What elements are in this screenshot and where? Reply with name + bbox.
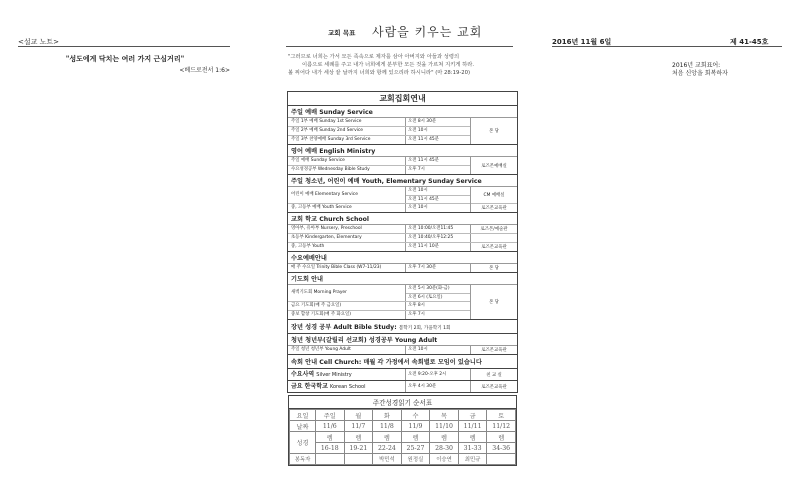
schedule-section-cell-church [288,355,517,369]
chapter-cell: 31-33 [458,443,487,454]
day-cell: 수 [401,410,430,421]
date-cell: 11/11 [458,421,487,432]
service-name: 주일 1부 예배 Sunday 1st Service [288,118,406,126]
service-place: 로즈몬/예술관 [480,227,508,232]
schedule-row [288,157,470,166]
service-time: 오후 7시 30분 [406,264,471,272]
section-heading [288,369,406,380]
section-heading-text: 장년 성경 공부 Adult Bible Study: [291,324,397,331]
service-time: 오전 10시 [408,205,428,210]
service-place: 로즈몬교육관 [481,384,507,390]
section-heading-text: 금요 한국학교 [291,383,328,390]
schedule-row [288,311,470,319]
service-time: 오후 7시 [408,167,425,172]
schedule-row [288,187,470,204]
date-cell: 11/6 [316,421,345,432]
schedule-row [288,136,470,144]
schedule-row [288,204,470,212]
reader-cell: 원정실 [401,454,430,465]
service-time: 오전 6시 (토요일) [408,294,443,300]
chapter-cell: 28-30 [430,443,459,454]
section-heading: 주일 청소년, 어린이 예배 Youth, Elementary Sunday Service [288,175,517,187]
date-cell: 11/7 [344,421,373,432]
service-time: 오전 10시 [406,187,470,196]
table-row [290,421,516,432]
church-slogan: 사람을 키우는 교회 [372,25,483,39]
service-place: 로즈몬교육관 [481,245,507,250]
service-time: 오전 10시 [408,128,428,133]
schedule-row [288,118,470,127]
service-place: 로즈몬예배실 [470,157,517,174]
church-goal-label: 교회 목표 [328,29,356,37]
service-name: 초등부 Kindergarten, Elementary [288,234,406,242]
service-time: 오전 10시 [406,346,471,354]
schedule-section-sunday [288,106,517,145]
service-place: 본 당 [489,266,499,271]
service-time: 오전 11시 45분 [408,196,439,202]
reader-cell [487,454,516,465]
section-heading: 영어 예배 English Ministry [288,145,517,157]
motto-year: 2016년 교회표어: [672,62,721,69]
section-heading: 속회 안내 Cell Church: 매월 각 가정에서 속회별로 모임이 있습니다 [291,359,482,366]
service-name: 새벽기도회 Morning Prayer [288,285,406,301]
date-cell: 11/12 [487,421,516,432]
schedule-section-adult-bible [288,320,517,334]
scripture-verse [288,53,528,77]
reader-cell: 박민석 [373,454,402,465]
schedule-section-english [288,145,517,175]
service-time: 오전 5시 30분(화-금) [406,285,470,294]
row-label: 요일 [290,410,316,421]
service-name: 어린이 예배 Elementary Service [288,187,406,203]
chapter-cell: 22-24 [373,443,402,454]
service-time: 오후 7시 [408,312,425,317]
service-name: 주일 3부 찬양예배 Sunday 3rd Service [288,136,406,144]
middle-header-rule [286,46,513,47]
service-time: 오전 10:00/오전11:45 [406,225,471,233]
book-cell: 렘 [487,432,516,443]
left-header-rule [18,46,230,47]
row-label: 날짜 [290,421,316,432]
motto-text: 처음 신앙을 회복하자 [672,70,728,77]
row-label: 봉독자 [290,454,316,465]
service-place: 친 교 실 [486,372,502,378]
service-place: 로즈몬교육관 [481,348,507,353]
reader-cell [344,454,373,465]
schedule-section-wednesday [288,252,517,273]
service-place: 로즈몬교육관 [481,206,507,211]
reader-cell: 최민규 [458,454,487,465]
reader-cell [316,454,345,465]
section-heading: 청년 청년부(갈릴리 선교회) 성경공부 Young Adult [288,334,517,346]
schedule-section-prayer [288,273,517,320]
schedule-row [288,166,470,174]
schedule-row [288,127,470,136]
service-place: 본 당 [470,118,517,144]
service-time: 오전 11시 10분 [406,243,471,251]
schedule-title: 교회집회연내 [288,92,517,106]
service-place: 본 당 [470,285,517,319]
book-cell: 렘 [373,432,402,443]
verse-line: 이름으로 세례를 주고 내가 너희에게 분부한 모든 것을 가르쳐 지키게 하라. [302,62,475,68]
table-row [290,443,516,454]
table-row [290,432,516,443]
service-name: 매 주 수요일 Trinity Bible Class (W7-11/23) [288,264,406,272]
service-name: 중보 합창 기도회(매 주 화요일) [288,311,406,319]
section-heading: 기도회 안내 [288,273,517,285]
section-heading [288,381,406,392]
day-cell: 목 [430,410,459,421]
row-label: 성경 [290,432,316,454]
service-name: 중, 고등부 Youth [288,243,406,251]
day-cell: 주일 [316,410,345,421]
table-row [290,454,516,465]
schedule-row [288,225,517,234]
service-time: 오전 9:20-오후 2시 [406,369,471,380]
service-place: CM 예배실 [471,187,517,204]
service-name: 영아부, 유아부 Nursery, Preschool [288,225,406,233]
schedule-section-church-school [288,213,517,252]
service-time: 오전 10:40/오후12:25 [406,234,471,242]
day-cell: 화 [373,410,402,421]
section-heading-extra: 봄학기 2회, 가을학기 1회 [398,326,451,331]
book-cell: 렘 [430,432,459,443]
sermon-reference: <베드로전서 1:6> [179,67,230,74]
right-header-rule [552,46,782,47]
day-cell: 월 [344,410,373,421]
date-cell: 11/8 [373,421,402,432]
verse-line: 볼 찌어다 내가 세상 끝 날까지 너희와 항께 있으리라 하시니라" (마 28:19-20) [288,70,471,76]
date-cell: 11/10 [430,421,459,432]
service-time: 오전 11시 45분 [408,158,439,163]
day-cell: 금 [458,410,487,421]
service-name: 수요성경공부 Wednesday Bible Study [288,166,406,174]
date-cell: 11/9 [401,421,430,432]
sermon-note-tag: <설교 노트> [18,38,60,46]
church-motto [672,62,728,78]
service-time: 오후 8시 [408,303,425,308]
service-place [471,234,517,242]
service-time: 오전 8시 30분 [408,119,437,124]
schedule-row [288,243,517,251]
service-name: 금요 기도회(매 주 금요일) [288,302,406,310]
verse-line: "그러므로 너희는 가서 모든 족속으로 제자를 삼아 아버지와 아들과 성령의 [288,54,460,60]
schedule-row [288,302,470,311]
schedule-section-youth [288,175,517,213]
book-cell: 렘 [316,432,345,443]
section-heading: 교회 학교 Church School [288,213,517,225]
schedule-row [288,264,517,272]
service-name: 중, 고등부 예배 Youth Service [288,204,406,212]
reading-table [289,409,516,465]
reading-title: 주간성경읽기 순서표 [289,396,516,409]
section-heading: 주일 예배 Sunday Service [288,106,517,118]
schedule-section-korean-school [288,381,517,392]
service-name: 주일 2부 예배 Sunday 2nd Service [288,127,406,135]
day-cell: 토 [487,410,516,421]
bulletin-date: 2016년 11월 6일 [552,38,612,46]
book-cell: 렘 [401,432,430,443]
section-heading-text: 수요사역 [291,371,315,378]
service-time: 오전 11시 45분 [408,137,439,142]
service-name: 주일 예배 Sunday Service [288,157,406,165]
section-heading: 수요예배안내 [288,252,517,264]
section-heading-extra: Silver Ministry [316,372,352,378]
book-cell: 렘 [344,432,373,443]
chapter-cell: 19-21 [344,443,373,454]
section-heading-extra: Korean School [329,384,366,390]
schedule-section-silver-ministry [288,369,517,381]
service-time: 오후 4시 30분 [406,381,471,392]
reader-cell: 이승연 [430,454,459,465]
chapter-cell: 16-18 [316,443,345,454]
schedule-row [288,285,470,302]
church-schedule [287,91,518,393]
schedule-row [288,346,517,354]
sermon-title: "성도에게 닥치는 여러 가지 근심거리" [65,54,185,63]
service-name: 주일 청년 청년부 Young Adult [288,346,406,354]
chapter-cell: 34-36 [487,443,516,454]
bulletin-issue: 제 41-45호 [730,38,769,46]
section-heading [288,320,517,333]
schedule-row [288,234,517,243]
table-row [290,410,516,421]
schedule-section-young-adult [288,334,517,355]
weekly-bible-reading [288,395,517,466]
book-cell: 렘 [458,432,487,443]
chapter-cell: 25-27 [401,443,430,454]
